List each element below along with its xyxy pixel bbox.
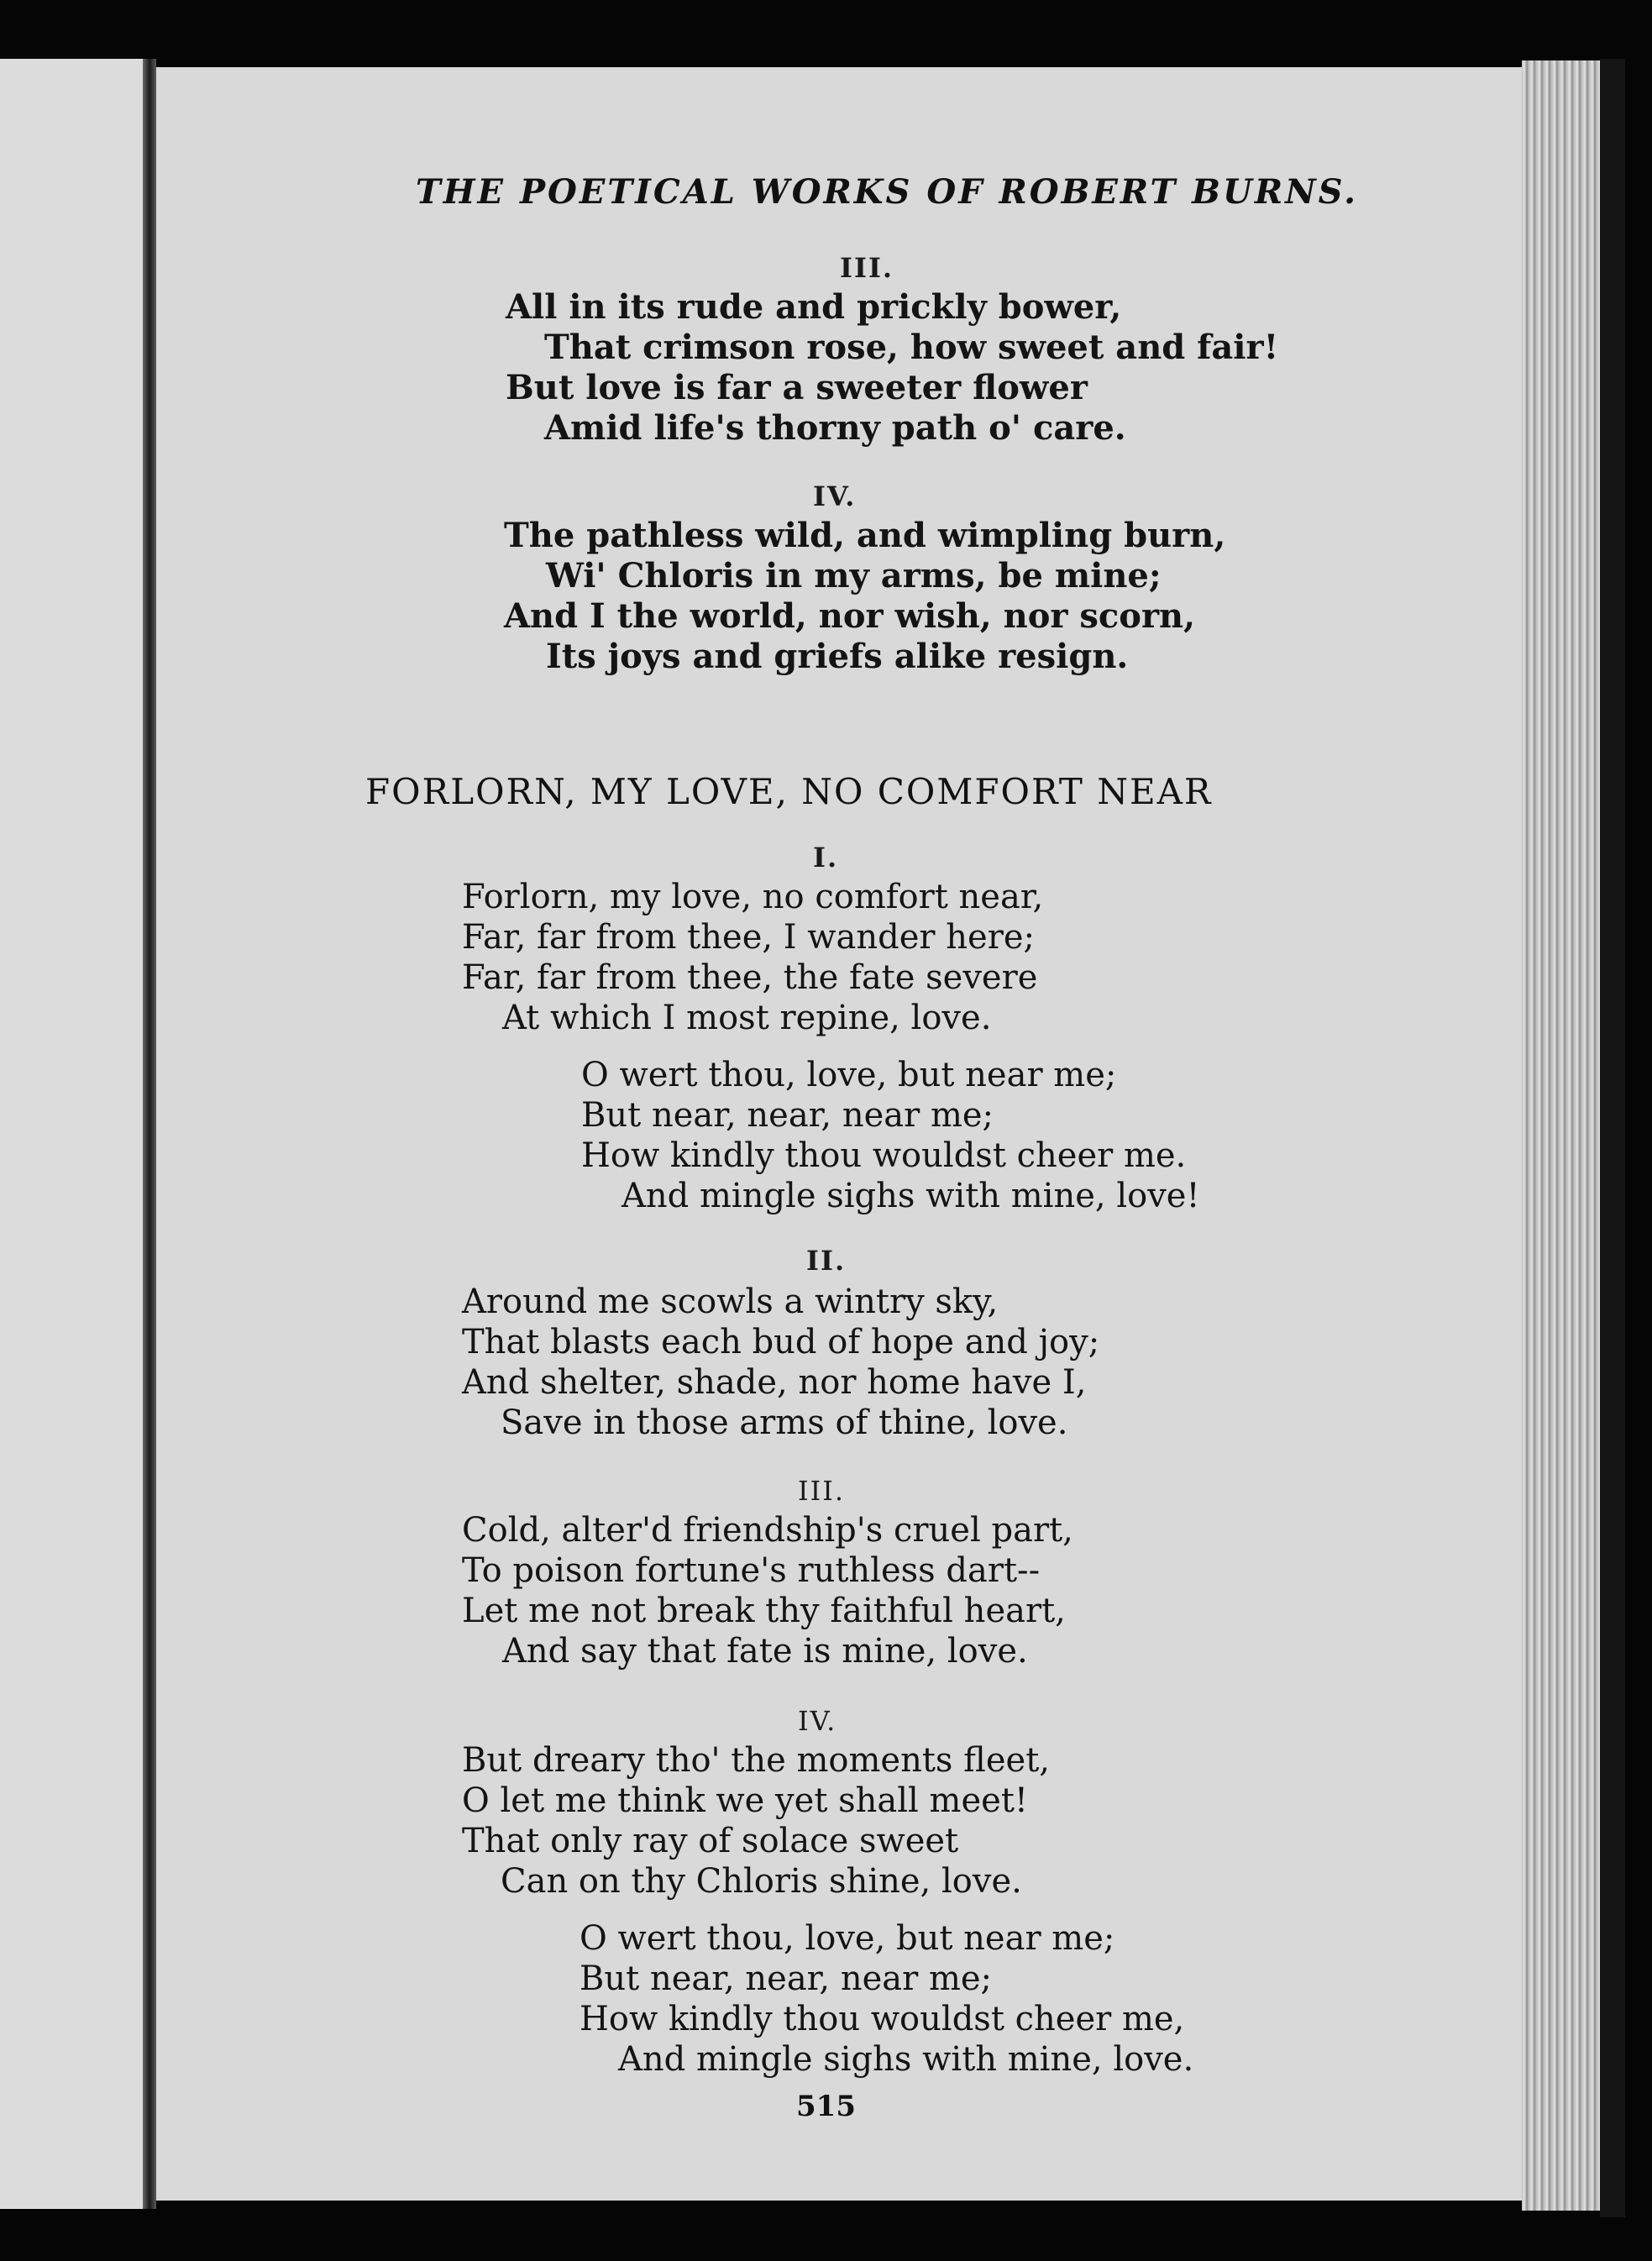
verse-line: That crimson rose, how sweet and fair! bbox=[544, 328, 1279, 367]
verse-line: But dreary tho' the moments fleet, bbox=[462, 1741, 1050, 1780]
stanza-number: IV. bbox=[813, 480, 857, 512]
page-stack-edge bbox=[1522, 60, 1606, 2211]
verse-line: Its joys and griefs alike resign. bbox=[546, 637, 1129, 676]
chorus-line: How kindly thou wouldst cheer me. bbox=[581, 1136, 1187, 1175]
chorus-line: And mingle sighs with mine, love! bbox=[621, 1177, 1200, 1215]
verse-line: That blasts each bud of hope and joy; bbox=[462, 1323, 1100, 1361]
chorus-line: But near, near, near me; bbox=[580, 1959, 993, 1998]
verse-line: O let me think we yet shall meet! bbox=[462, 1781, 1028, 1820]
scan-border bbox=[1600, 59, 1625, 2217]
chorus-line: How kindly thou wouldst cheer me, bbox=[580, 2000, 1185, 2038]
chorus-line: O wert thou, love, but near me; bbox=[581, 1056, 1117, 1094]
verse-line: All in its rude and prickly bower, bbox=[506, 287, 1122, 327]
verse-line: To poison fortune's ruthless dart-- bbox=[462, 1551, 1041, 1590]
verse-line: And say that fate is mine, love. bbox=[502, 1632, 1028, 1671]
facing-page-edge bbox=[0, 59, 143, 2209]
verse-line: Around me scowls a wintry sky, bbox=[462, 1283, 999, 1321]
verse-line: The pathless wild, and wimpling burn, bbox=[504, 516, 1226, 555]
verse-line: That only ray of solace sweet bbox=[462, 1822, 959, 1860]
verse-line: Far, far from thee, I wander here; bbox=[462, 918, 1035, 957]
chorus-line: O wert thou, love, but near me; bbox=[580, 1919, 1115, 1958]
verse-line: Forlorn, my love, no comfort near, bbox=[462, 878, 1044, 916]
verse-line: Wi' Chloris in my arms, be mine; bbox=[546, 556, 1162, 595]
verse-line: Can on thy Chloris shine, love. bbox=[501, 1862, 1022, 1901]
stanza-number: II. bbox=[806, 1245, 847, 1277]
running-head: THE POETICAL WORKS OF ROBERT BURNS. bbox=[416, 172, 1359, 212]
book-gutter bbox=[143, 59, 156, 2209]
verse-line: And shelter, shade, nor home have I, bbox=[462, 1363, 1087, 1402]
stanza-number: IV. bbox=[798, 1705, 837, 1737]
chorus-line: And mingle sighs with mine, love. bbox=[618, 2040, 1194, 2079]
poem-title: FORLORN, MY LOVE, NO COMFORT NEAR bbox=[365, 771, 1213, 812]
stanza-number: I. bbox=[813, 842, 839, 873]
page-number: 515 bbox=[796, 2090, 856, 2123]
stanza-number: III. bbox=[798, 1475, 846, 1507]
verse-line: Amid life's thorny path o' care. bbox=[544, 408, 1126, 448]
verse-line: Cold, alter'd friendship's cruel part, bbox=[462, 1511, 1073, 1550]
verse-line: But love is far a sweeter flower bbox=[506, 368, 1088, 407]
verse-line: And I the world, nor wish, nor scorn, bbox=[504, 596, 1196, 636]
verse-line: At which I most repine, love. bbox=[502, 999, 992, 1037]
stanza-number: III. bbox=[840, 252, 894, 284]
verse-line: Far, far from thee, the fate severe bbox=[462, 958, 1038, 997]
chorus-line: But near, near, near me; bbox=[581, 1096, 994, 1135]
verse-line: Let me not break thy faithful heart, bbox=[462, 1592, 1066, 1630]
verse-line: Save in those arms of thine, love. bbox=[501, 1403, 1068, 1442]
